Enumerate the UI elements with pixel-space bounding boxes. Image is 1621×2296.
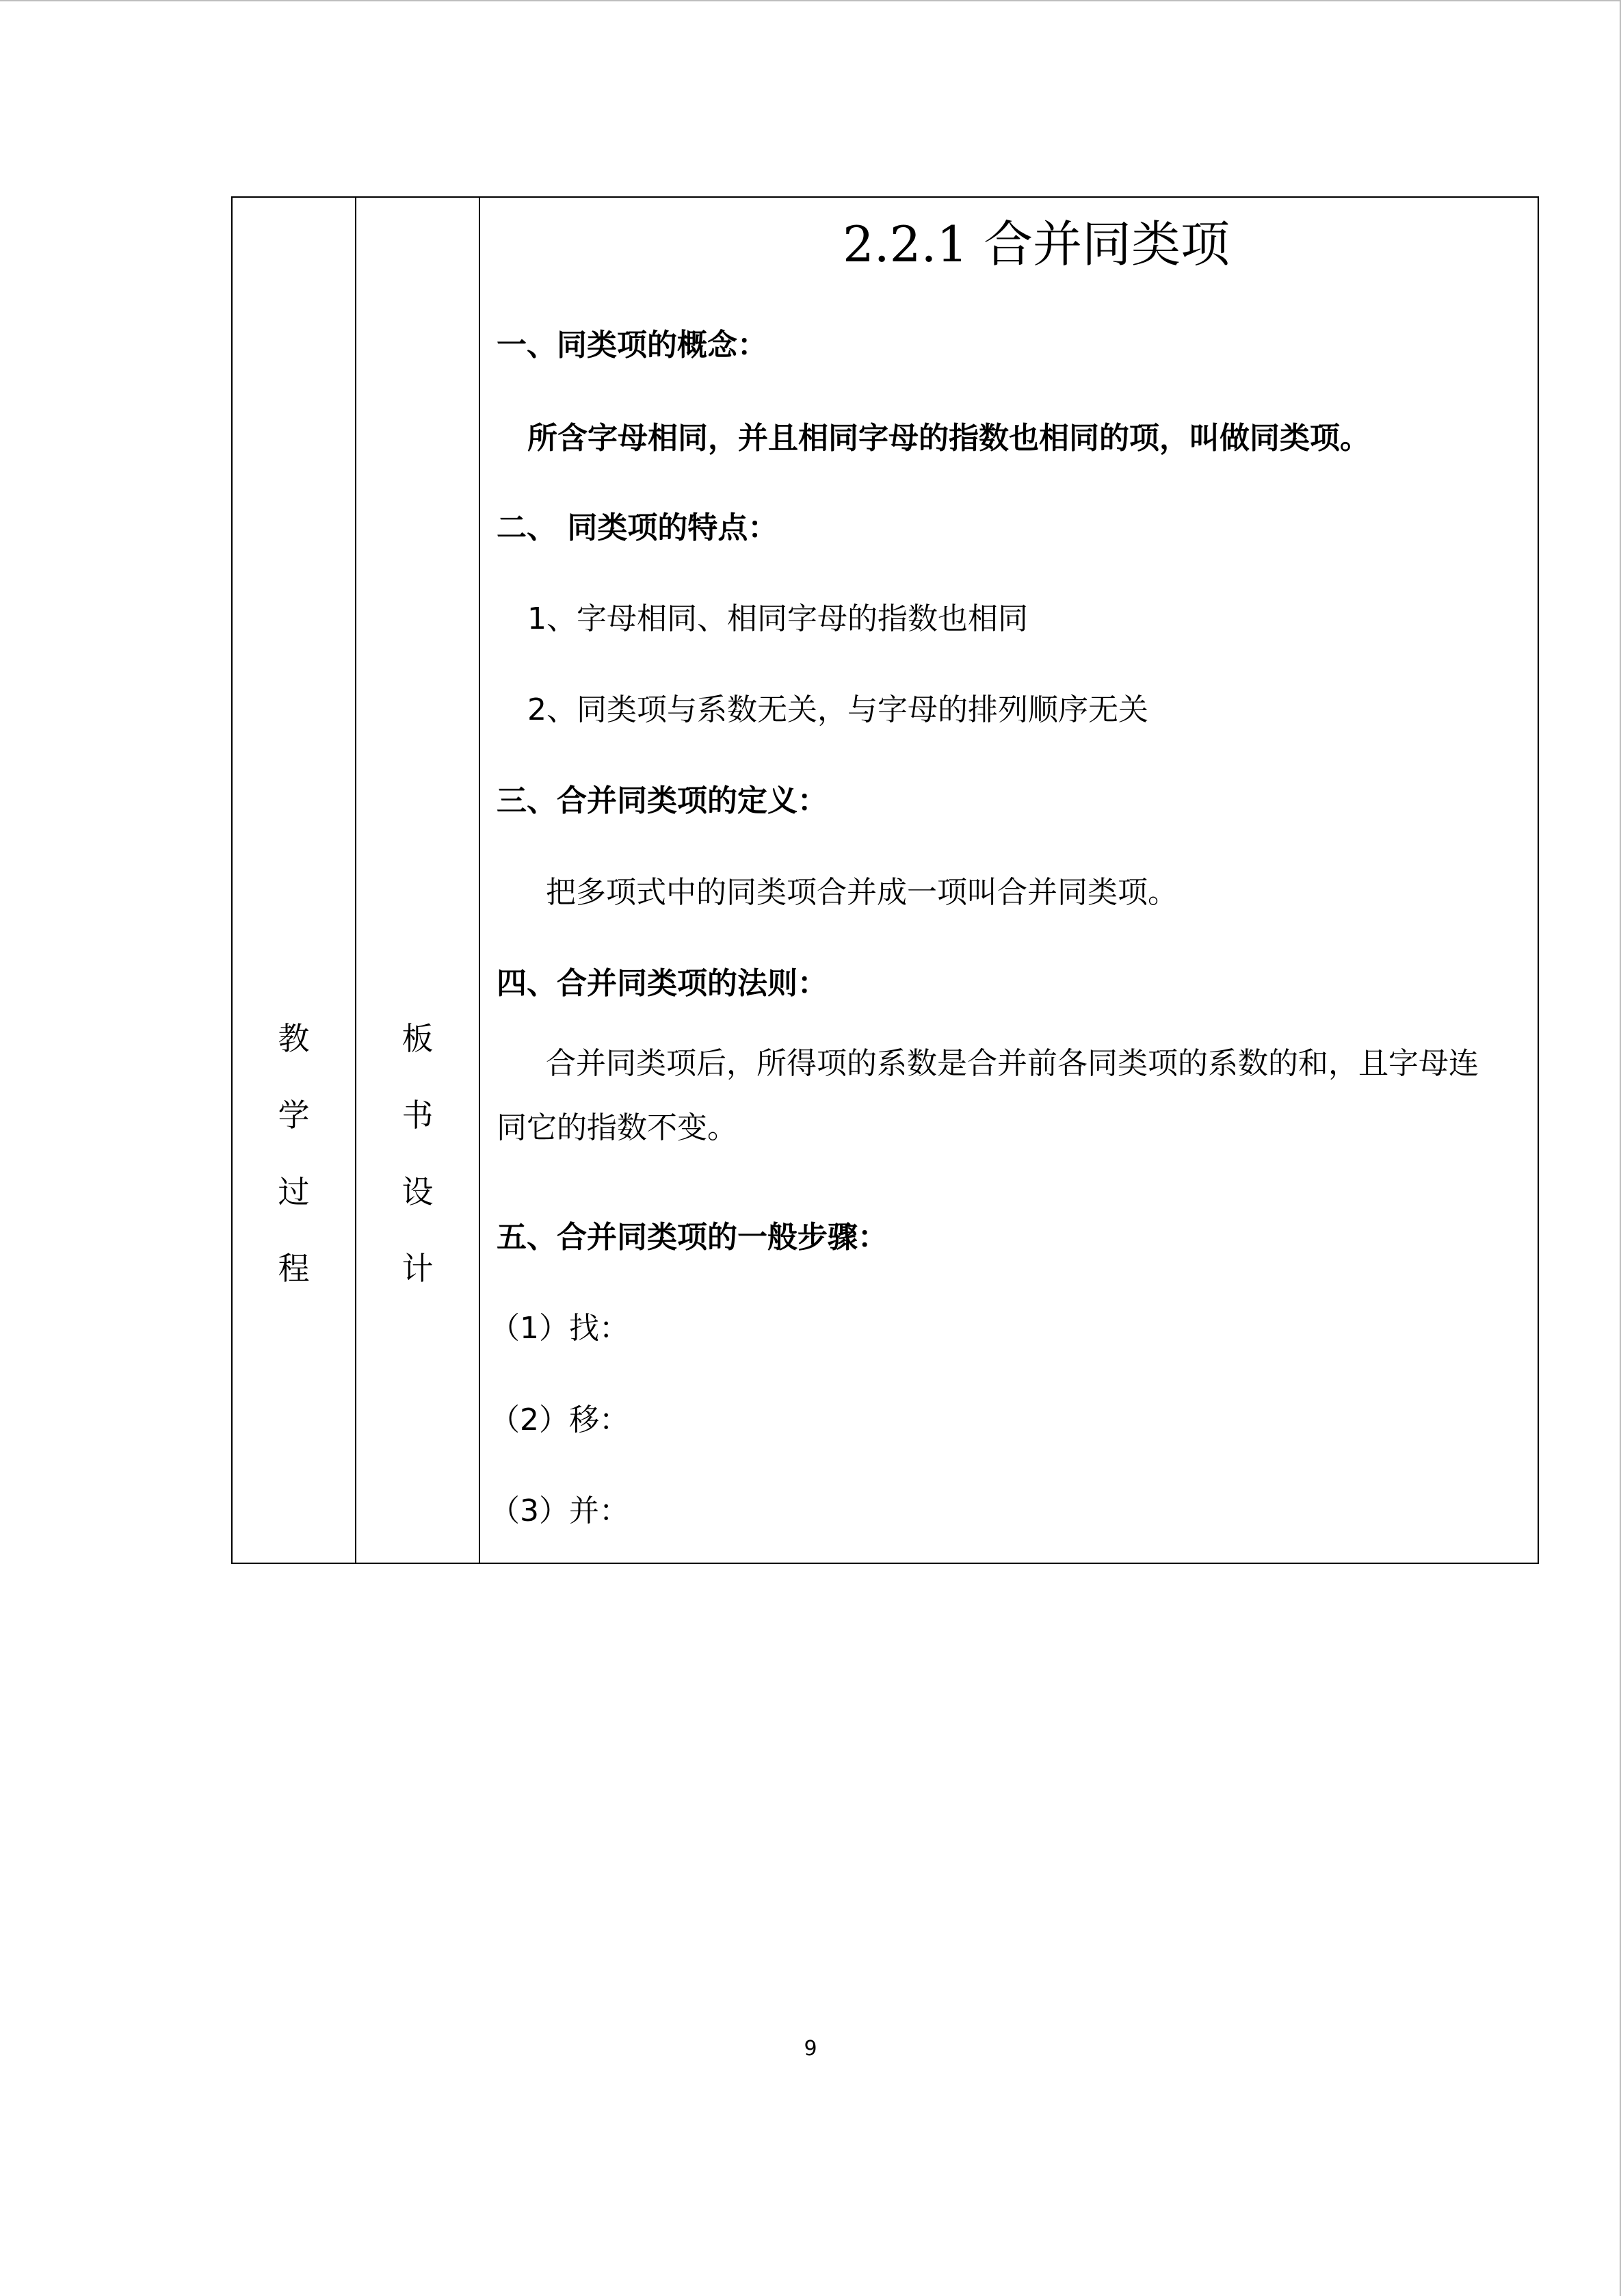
- label-char: 设: [401, 1173, 434, 1210]
- column-board-design: [356, 198, 480, 1563]
- board-design-label: [356, 1000, 479, 1307]
- teaching-process-label: [233, 1000, 355, 1307]
- label-char: 学: [278, 1097, 310, 1134]
- label-char: 程: [278, 1250, 310, 1287]
- label-char: 板: [401, 1020, 434, 1057]
- list-item: 2、同类项与系数无关，与字母的排列顺序无关: [527, 692, 1148, 727]
- label-char: 书: [401, 1097, 434, 1134]
- step-item: （3）并：: [490, 1493, 629, 1528]
- rule-text: 合并同类项后，所得项的系数是合并前各同类项的系数的和，且字母连同它的指数不变。: [497, 1046, 1479, 1145]
- label-char: 计: [401, 1250, 434, 1287]
- definition-text: 所含字母相同，并且相同字母的指数也相同的项，叫做同类项。: [527, 421, 1370, 456]
- label-char: 教: [278, 1020, 310, 1057]
- column-teaching-process: [233, 198, 356, 1563]
- section-heading: 四、合并同类项的法则：: [497, 966, 828, 1001]
- lesson-title: 2.2.1 合并同类项: [842, 216, 1230, 273]
- step-item: （1）找：: [490, 1311, 629, 1346]
- lesson-table: [231, 196, 1539, 1564]
- section-heading: 五、合并同类项的一般步骤：: [497, 1220, 888, 1255]
- section-heading: 一、同类项的概念：: [497, 328, 767, 363]
- step-item: （2）移：: [490, 1403, 629, 1437]
- section-heading: 三、合并同类项的定义：: [497, 783, 828, 818]
- label-char: 过: [278, 1173, 310, 1210]
- page-number: 9: [804, 2037, 817, 2061]
- definition-text: 把多项式中的同类项合并成一项叫合并同类项。: [546, 875, 1178, 910]
- section-heading: 二、 同类项的特点：: [497, 510, 778, 545]
- list-item: 1、字母相同、相同字母的指数也相同: [527, 601, 1028, 636]
- board-content: [480, 198, 1538, 1563]
